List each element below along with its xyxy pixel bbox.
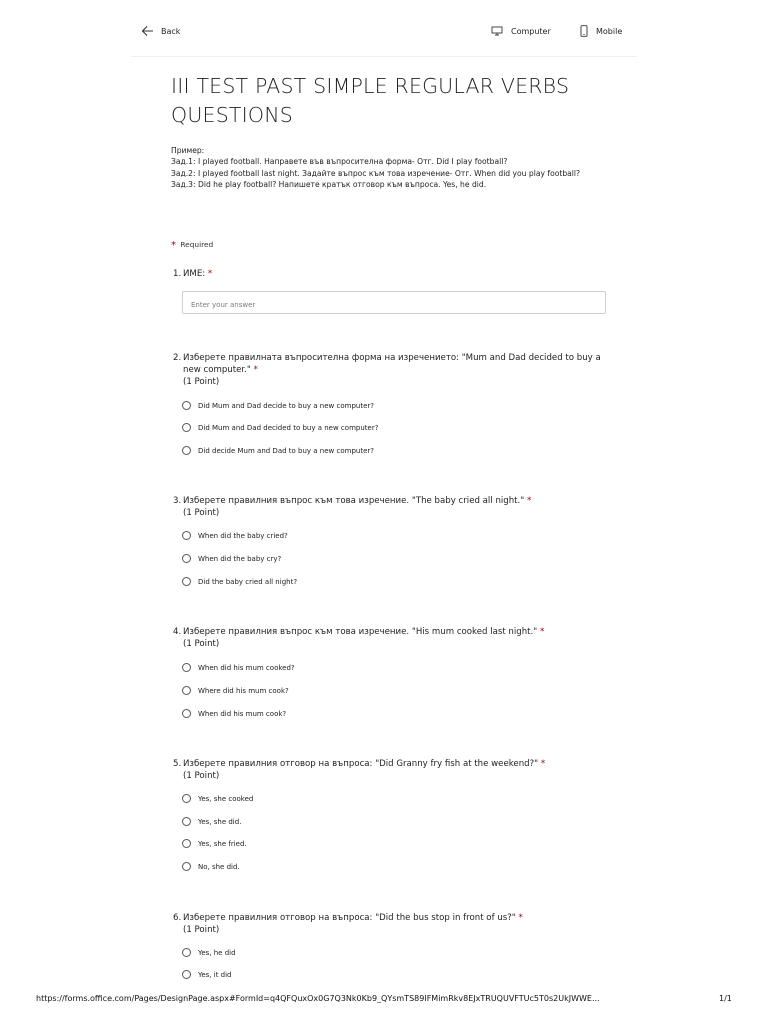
radio-button[interactable] (182, 663, 191, 672)
description-line: Зад.3: Did he play football? Напишете кратък отговор към въпроса. Yes, he did. (171, 179, 487, 189)
q3-option-3[interactable] (182, 575, 297, 588)
question-number: 5. (173, 759, 182, 769)
q4-option-3[interactable] (182, 707, 286, 720)
q4-option-1[interactable] (182, 661, 295, 674)
back-button[interactable] (141, 23, 180, 39)
preview-toolbar (0, 0, 768, 60)
option-label: Did Mum and Dad decide to buy a new computer? (198, 401, 374, 410)
question-4-title (173, 626, 613, 650)
q2-option-3[interactable] (182, 444, 374, 457)
back-arrow-icon (141, 25, 154, 37)
question-text: Изберете правилния отговор на въпроса: "Did the bus stop in front of us?" (183, 913, 516, 923)
radio-button[interactable] (182, 423, 191, 432)
q2-option-1[interactable] (182, 399, 374, 412)
q5-option-4[interactable] (182, 860, 240, 873)
computer-label: Computer (511, 26, 551, 36)
q4-option-2[interactable] (182, 684, 289, 697)
page-number: 1/1 (719, 994, 732, 1003)
mobile-label: Mobile (596, 26, 623, 36)
option-label: No, she did. (198, 862, 240, 871)
description-line: Зад.1: I played football. Направете във въпросителна форма- Отг. Did I play football? (171, 157, 508, 167)
page-url: https://forms.office.com/Pages/DesignPage.aspx#FormId=q4QFQuxOx0G7Q3Nk0Kb9_QYsmTS89IFMimRkv8EJxTRUQUVFTUc5T0s2UkJWWE... (36, 994, 600, 1003)
option-label: Yes, he did (198, 948, 236, 957)
required-star: * (526, 496, 532, 506)
required-star: * (207, 269, 213, 279)
radio-button[interactable] (182, 577, 191, 586)
question-points: (1 Point) (183, 377, 220, 387)
q3-option-1[interactable] (182, 529, 288, 542)
option-label: Did the baby cried all night? (198, 577, 298, 586)
description-line: Пример: (171, 146, 205, 155)
question-number: 2. (173, 353, 182, 363)
question-1-title (173, 268, 613, 280)
option-label: Yes, she fried. (198, 839, 247, 848)
question-number: 6. (173, 913, 182, 923)
option-label: Did Mum and Dad decided to buy a new computer? (198, 423, 379, 432)
question-number: 3. (173, 496, 182, 506)
question-points: (1 Point) (183, 508, 220, 518)
q6-option-1[interactable] (182, 946, 236, 959)
option-label: Where did his mum cook? (198, 686, 289, 695)
name-input[interactable] (183, 296, 591, 315)
required-star: * (539, 627, 545, 637)
question-points: (1 Point) (183, 771, 220, 781)
monitor-icon (491, 26, 503, 36)
q3-option-2[interactable] (182, 552, 281, 565)
radio-button[interactable] (182, 839, 191, 848)
question-number: 1. (173, 269, 182, 279)
question-text: Изберете правилната въпросителна форма на изречението: "Mum and Dad decided to buy a (183, 353, 601, 363)
required-star: * (518, 913, 523, 923)
radio-button[interactable] (182, 709, 191, 718)
toolbar-divider (131, 56, 637, 57)
radio-button[interactable] (182, 554, 191, 563)
radio-button[interactable] (182, 817, 191, 826)
q5-option-3[interactable] (182, 837, 247, 850)
required-note (171, 240, 213, 251)
phone-icon (580, 25, 588, 37)
question-points: (1 Point) (183, 925, 220, 935)
q2-option-2[interactable] (182, 421, 378, 434)
radio-button[interactable] (182, 531, 191, 540)
question-points: (1 Point) (183, 639, 220, 649)
q5-option-1[interactable] (182, 792, 253, 805)
question-text: Изберете правилния въпрос към това изречение. "His mum cooked last night." (183, 627, 538, 637)
radio-button[interactable] (182, 970, 191, 979)
option-label: When did the baby cried? (198, 531, 288, 540)
option-label: When did his mum cook? (198, 709, 287, 718)
mobile-view-button[interactable] (580, 23, 622, 39)
question-text-continued: new computer." (183, 365, 251, 375)
radio-button[interactable] (182, 862, 191, 871)
option-label: When did the baby cry? (198, 554, 282, 563)
option-label: Yes, she did. (198, 817, 242, 826)
name-input-box (182, 291, 606, 314)
question-2-title (173, 352, 613, 388)
radio-button[interactable] (182, 686, 191, 695)
question-3-title (173, 495, 613, 519)
option-label: When did his mum cooked? (198, 663, 295, 672)
option-label: Yes, it did (198, 970, 232, 979)
question-number: 4. (173, 627, 182, 637)
print-footer (0, 990, 768, 1010)
question-text: Изберете правилния въпрос към това изречение. "The baby cried all night." (183, 496, 525, 506)
question-text: Изберете правилния отговор на въпроса: "Did Granny fry fish at the weekend?" (183, 759, 539, 769)
option-label: Did decide Mum and Dad to buy a new computer? (198, 446, 374, 455)
question-6-title (173, 912, 613, 936)
required-star: * (540, 759, 546, 769)
radio-button[interactable] (182, 401, 191, 410)
radio-button[interactable] (182, 794, 191, 803)
form-title-line: QUESTIONS (171, 103, 293, 127)
form-title (171, 72, 591, 130)
description-line: Зад.2: I played football last night. Задайте въпрос към това изречение- Отг. When did you play football? (171, 168, 581, 178)
back-label: Back (161, 26, 181, 36)
radio-button[interactable] (182, 948, 191, 957)
required-label: Required (180, 240, 214, 249)
computer-view-button[interactable] (491, 23, 551, 39)
required-star: * (171, 240, 176, 251)
option-label: Yes, she cooked (198, 794, 254, 803)
q5-option-2[interactable] (182, 815, 241, 828)
question-5-title (173, 758, 613, 782)
required-star: * (253, 365, 258, 375)
radio-button[interactable] (182, 446, 191, 455)
form-description (171, 145, 631, 190)
question-text: ИМЕ: (183, 269, 206, 279)
form-title-line: III TEST PAST SIMPLE REGULAR VERBS (171, 74, 570, 98)
q6-option-2[interactable] (182, 968, 232, 981)
